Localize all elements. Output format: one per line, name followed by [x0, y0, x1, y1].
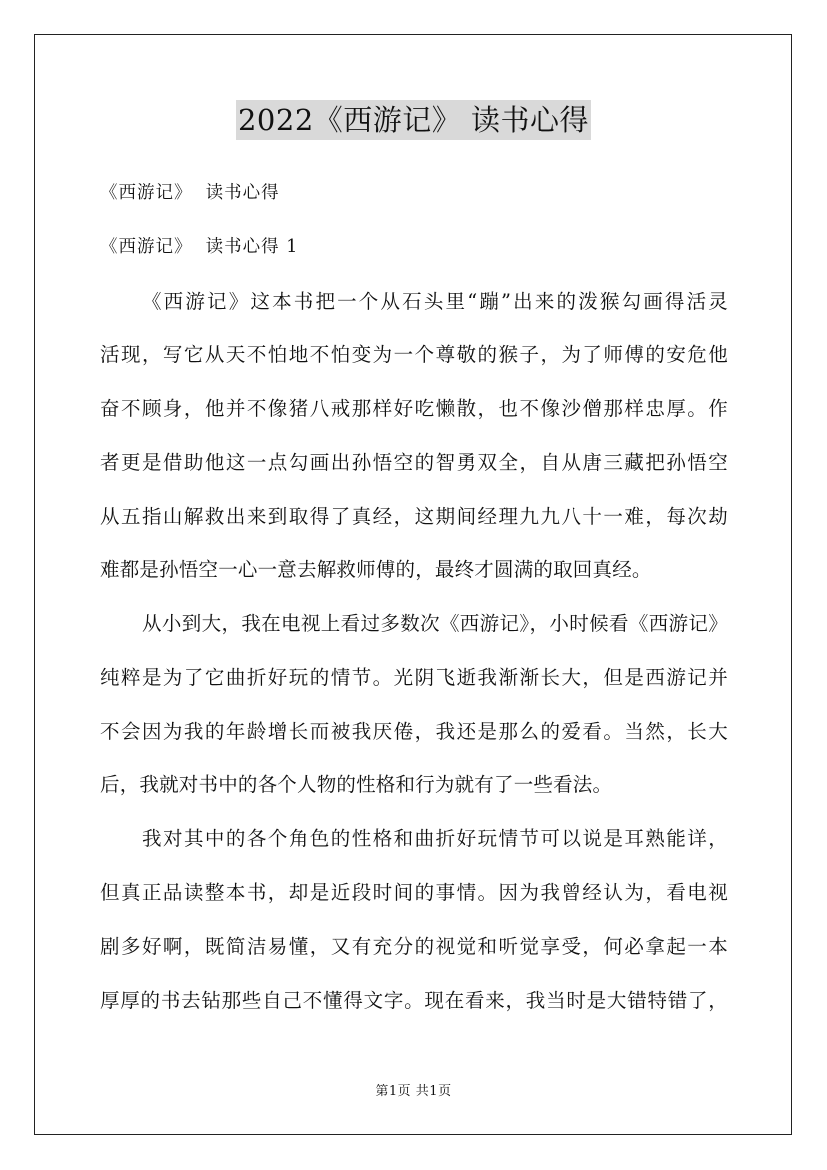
page-footer: 第1页 共1页: [375, 1084, 452, 1099]
text-line-7: 从小到大，我在电视上看过多数次《西游记》，小时候看《西游记》: [142, 612, 728, 635]
text-line-1: 《西游记》这本书把一个从石头里“蹦”出来的泼猴勾画得活灵: [142, 290, 728, 313]
text-line-4: 者更是借助他这一点勾画出孙悟空的智勇双全，自从唐三藏把孙悟空: [100, 451, 728, 474]
text-line-14: 厚厚的书去钻那些自己不懂得文字。现在看来，我当时是大错特错了，: [100, 989, 728, 1012]
text-line-10: 后，我就对书中的各个人物的性格和行为就有了一些看法。: [100, 773, 613, 796]
document-title: 2022《西游记》 读书心得: [236, 100, 591, 140]
subtitle-2: 《西游记》 读书心得 1: [100, 237, 299, 257]
text-line-5: 从五指山解救出来到取得了真经，这期间经理九九八十一难，每次劫: [100, 505, 728, 528]
text-line-8: 纯粹是为了它曲折好玩的情节。光阴飞逝我渐渐长大，但是西游记并: [100, 666, 728, 689]
text-line-11: 我对其中的各个角色的性格和曲折好玩情节可以说是耳熟能详，: [142, 827, 728, 850]
text-line-13: 剧多好啊，既简洁易懂，又有充分的视觉和听觉享受，何必拿起一本: [100, 935, 728, 958]
text-line-9: 不会因为我的年龄增长而被我厌倦，我还是那么的爱看。当然，长大: [100, 720, 728, 743]
text-line-3: 奋不顾身，他并不像猪八戒那样好吃懒散，也不像沙僧那样忠厚。作: [100, 397, 728, 420]
title-wrap: [0, 100, 827, 140]
subtitle-1: 《西游记》 读书心得: [100, 183, 280, 203]
text-line-12: 但真正品读整本书，却是近段时间的事情。因为我曾经认为，看电视: [100, 881, 728, 904]
text-line-6: 难都是孙悟空一心一意去解救师傅的，最终才圆满的取回真经。: [100, 558, 652, 581]
text-line-2: 活现，写它从天不怕地不怕变为一个尊敬的猴子，为了师傅的安危他: [100, 343, 728, 366]
